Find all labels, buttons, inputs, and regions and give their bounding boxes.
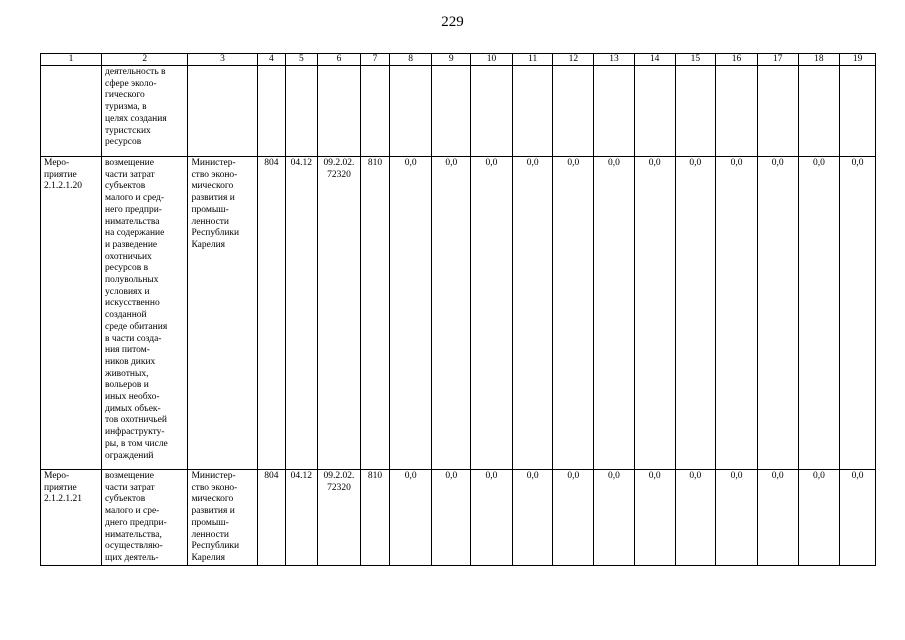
- cell-line: и разведение: [105, 239, 158, 250]
- cell-line: 09.2.02.: [323, 471, 355, 481]
- code-cell: [257, 470, 285, 566]
- value-cell: [675, 157, 716, 470]
- code-cell: [257, 157, 285, 470]
- cell-line: условиях и: [105, 286, 150, 297]
- value-cell: [716, 157, 758, 470]
- cell-line: Карелия: [191, 239, 226, 250]
- cell-line: сфере эколо-: [105, 78, 157, 89]
- value-cell: [634, 470, 675, 566]
- value-cell: [471, 470, 513, 566]
- cell-text: 9: [448, 54, 454, 64]
- cell-text: 11: [528, 54, 538, 64]
- column-header-16: [716, 54, 758, 66]
- cell-line: вольеров и: [105, 380, 149, 391]
- cell-line: 09.2.02.: [323, 158, 355, 168]
- cell-text: 0,0: [812, 471, 825, 481]
- column-header-11: [512, 54, 553, 66]
- cell-line: 2.1.2.1.20: [44, 181, 82, 192]
- cell-line: ство эконо-: [191, 169, 238, 180]
- cell-line: малого и сред-: [105, 193, 165, 204]
- cell-line: малого и сре-: [105, 506, 160, 517]
- cell-line: Меро-: [44, 158, 70, 168]
- column-header-15: [675, 54, 716, 66]
- cell-line: ство эконо-: [191, 482, 238, 493]
- cell-text: 810: [367, 158, 383, 168]
- cell-line: нимательства,: [105, 529, 162, 540]
- cell-line: гического: [105, 90, 145, 101]
- table-cell: [41, 66, 102, 157]
- cell-text: 14: [649, 54, 660, 64]
- column-header-6: [317, 54, 361, 66]
- cell-text: 0,0: [851, 471, 864, 481]
- cell-line: мического: [191, 181, 234, 192]
- cell-line: животных,: [105, 368, 149, 379]
- cell-line: него предпри-: [105, 204, 162, 215]
- column-header-12: [553, 54, 594, 66]
- executor-cell: [188, 470, 257, 566]
- executor-cell: [188, 157, 257, 470]
- cell-line: ресурсов: [105, 137, 142, 148]
- cell-line: осуществляю-: [105, 541, 163, 552]
- cell-text: 10: [486, 54, 497, 64]
- cell-text: 5: [298, 54, 304, 64]
- cell-line: ленности: [191, 216, 230, 227]
- cell-line: 2.1.2.1.21: [44, 494, 82, 505]
- cell-line: части затрат: [105, 169, 155, 180]
- cell-text: 810: [367, 471, 383, 481]
- cell-text: 04.12: [290, 471, 313, 481]
- target-article-cell: [317, 470, 361, 566]
- cell-text: 19: [852, 54, 863, 64]
- header-row: [41, 54, 876, 66]
- cell-text: 0,0: [445, 471, 458, 481]
- cell-line: иных необхо-: [105, 392, 160, 403]
- cell-line: приятие: [44, 169, 77, 180]
- cell-line: субъектов: [105, 494, 146, 505]
- cell-line: Республики: [191, 541, 240, 552]
- cell-text: 7: [372, 54, 378, 64]
- activity-description-cell: [102, 157, 188, 470]
- cell-text: 0,0: [485, 158, 498, 168]
- cell-line: Республики: [191, 228, 240, 239]
- cell-line: развития и: [191, 506, 235, 517]
- column-header-18: [798, 54, 840, 66]
- table-row-continuation: [41, 66, 876, 157]
- value-cell: [840, 470, 876, 566]
- cell-line: 72320: [327, 169, 351, 180]
- cell-text: 0,0: [689, 158, 702, 168]
- column-header-2: [102, 54, 188, 66]
- cell-text: 6: [336, 54, 342, 64]
- table-cell: [188, 66, 257, 157]
- activity-id-cell: [41, 470, 102, 566]
- cell-line: мического: [191, 494, 234, 505]
- cell-text: 0,0: [608, 471, 620, 481]
- cell-text: 13: [609, 54, 619, 64]
- table-cell: [757, 66, 798, 157]
- value-cell: [798, 157, 840, 470]
- cell-line: полувольных: [105, 275, 159, 286]
- cell-line: части затрат: [105, 482, 155, 493]
- cell-text: 16: [731, 54, 742, 64]
- table-cell: [675, 66, 716, 157]
- value-cell: [757, 157, 798, 470]
- table-cell: [553, 66, 594, 157]
- table-cell: [716, 66, 758, 157]
- cell-line: ресурсов в: [105, 263, 149, 274]
- cell-text: 0,0: [404, 471, 417, 481]
- cell-line: ния питом-: [105, 345, 150, 356]
- cell-line: ников диких: [105, 356, 156, 367]
- value-cell: [512, 470, 553, 566]
- cell-text: 0,0: [608, 158, 620, 168]
- cell-line: субъектов: [105, 181, 146, 192]
- cell-text: 804: [264, 471, 279, 481]
- cell-line: искусственно: [105, 298, 160, 309]
- cell-text: 0,0: [730, 471, 743, 481]
- table-cell: [257, 66, 285, 157]
- value-cell: [594, 157, 635, 470]
- cell-text: 0,0: [567, 471, 580, 481]
- cell-text: 18: [814, 54, 824, 64]
- cell-line: Меро-: [44, 471, 70, 481]
- cell-line: туризма, в: [105, 102, 147, 113]
- column-header-4: [257, 54, 285, 66]
- cell-line: на содержание: [105, 228, 165, 239]
- value-cell: [757, 470, 798, 566]
- table-cell: [471, 66, 513, 157]
- activity-description-cell: [102, 470, 188, 566]
- target-article-cell: [317, 157, 361, 470]
- cell-text: 17: [772, 54, 783, 64]
- cell-text: 0,0: [812, 158, 825, 168]
- cell-line: промыш-: [191, 517, 229, 528]
- value-cell: [675, 470, 716, 566]
- table-row: [41, 157, 876, 470]
- value-cell: [798, 470, 840, 566]
- value-cell: [553, 470, 594, 566]
- activity-id-cell: [41, 157, 102, 470]
- cell-line: среде обитания: [105, 321, 168, 332]
- cell-line: деятельность в: [105, 67, 166, 77]
- cell-line: туристских: [105, 125, 151, 136]
- value-cell: [553, 157, 594, 470]
- cell-line: днего предпри-: [105, 517, 167, 528]
- table-cell: [798, 66, 840, 157]
- cell-text: 0,0: [445, 158, 458, 168]
- column-header-19: [840, 54, 876, 66]
- cell-text: 3: [220, 54, 225, 64]
- column-header-17: [757, 54, 798, 66]
- column-header-9: [432, 54, 471, 66]
- table-cell: [634, 66, 675, 157]
- cell-line: инфраструкту-: [105, 427, 165, 438]
- cell-text: 0,0: [526, 158, 539, 168]
- cell-text: 2: [142, 54, 148, 64]
- value-cell: [594, 470, 635, 566]
- table-cell: [432, 66, 471, 157]
- column-header-10: [471, 54, 513, 66]
- value-cell: [432, 157, 471, 470]
- cell-line: Карелия: [191, 552, 226, 563]
- value-cell: [389, 470, 432, 566]
- cell-text: 0,0: [851, 158, 864, 168]
- cell-text: 0,0: [648, 471, 661, 481]
- cell-line: нимательства: [105, 216, 160, 227]
- cell-line: ры, в том числе: [105, 438, 168, 449]
- value-cell: [471, 157, 513, 470]
- column-header-13: [594, 54, 635, 66]
- cell-line: приятие: [44, 482, 77, 493]
- cell-text: 0,0: [771, 471, 784, 481]
- expense-type-cell: [361, 470, 389, 566]
- cell-text: 4: [268, 54, 274, 64]
- cell-line: созданной: [105, 310, 147, 321]
- cell-line: целях создания: [105, 113, 167, 124]
- value-cell: [840, 157, 876, 470]
- section-cell: [286, 470, 318, 566]
- page-number: 229: [441, 14, 464, 30]
- cell-text: 0,0: [485, 471, 498, 481]
- table-cell: [361, 66, 389, 157]
- column-header-1: [41, 54, 102, 66]
- cell-text: 8: [408, 54, 413, 64]
- cell-text: 15: [690, 54, 701, 64]
- column-header-8: [389, 54, 432, 66]
- cell-text: 0,0: [526, 471, 539, 481]
- cell-text: 12: [568, 54, 579, 64]
- cell-line: Министер-: [191, 471, 236, 481]
- table-cell: [840, 66, 876, 157]
- cell-line: димых объек-: [105, 403, 161, 414]
- column-header-14: [634, 54, 675, 66]
- cell-text: 804: [264, 158, 279, 168]
- table-cell: [594, 66, 635, 157]
- value-cell: [512, 157, 553, 470]
- value-cell: [389, 157, 432, 470]
- value-cell: [432, 470, 471, 566]
- table-row: [41, 470, 876, 566]
- section-cell: [286, 157, 318, 470]
- cell-line: возмещение: [105, 471, 154, 481]
- cell-text: 0,0: [730, 158, 743, 168]
- cell-line: Министер-: [191, 158, 236, 168]
- table-cell: [389, 66, 432, 157]
- budget-table: [40, 53, 876, 566]
- cell-line: ограждений: [105, 450, 154, 461]
- cell-text: 0,0: [404, 158, 417, 168]
- cell-line: 72320: [327, 482, 351, 493]
- cell-text: 0,0: [771, 158, 784, 168]
- expense-type-cell: [361, 157, 389, 470]
- cell-line: тов охотничьей: [105, 415, 167, 426]
- cell-line: щих деятель-: [105, 552, 159, 563]
- cell-line: возмещение: [105, 158, 154, 168]
- column-header-5: [286, 54, 318, 66]
- cell-line: охотничьих: [105, 251, 152, 262]
- value-cell: [634, 157, 675, 470]
- cell-line: в части созда-: [105, 333, 162, 344]
- column-header-3: [188, 54, 257, 66]
- table-cell: [102, 66, 188, 157]
- cell-line: развития и: [191, 193, 235, 204]
- cell-line: промыш-: [191, 204, 229, 215]
- table-cell: [512, 66, 553, 157]
- value-cell: [716, 470, 758, 566]
- cell-text: 0,0: [567, 158, 580, 168]
- cell-text: 1: [68, 54, 74, 64]
- table-cell: [286, 66, 318, 157]
- table-cell: [317, 66, 361, 157]
- column-header-7: [361, 54, 389, 66]
- cell-line: ленности: [191, 529, 230, 540]
- cell-text: 0,0: [648, 158, 661, 168]
- cell-text: 0,0: [689, 471, 702, 481]
- cell-text: 04.12: [290, 158, 313, 168]
